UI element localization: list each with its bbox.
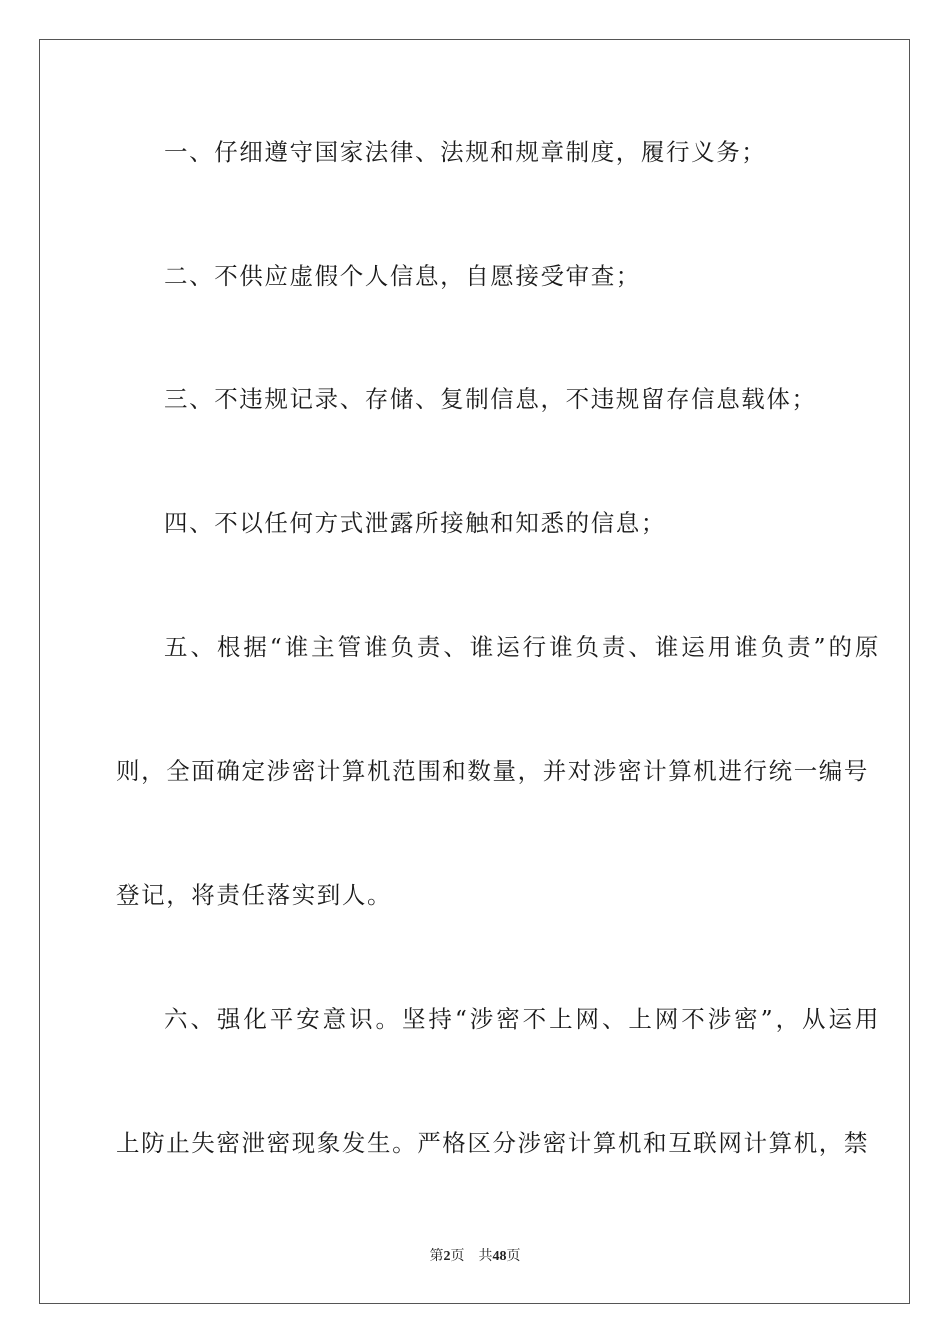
page-border (39, 39, 910, 1304)
paragraph-line-1: 一、仔细遵守国家法律、法规和规章制度，履行义务； (164, 138, 767, 166)
paragraph-line-7: 登记，将责任落实到人。 (116, 881, 393, 909)
paragraph-line-9: 上防止失密泄密现象发生。严格区分涉密计算机和互联网计算机，禁 (116, 1129, 869, 1157)
page-footer (0, 1248, 950, 1266)
paragraph-line-8: 六、强化平安意识。坚持“涉密不上网、上网不涉密”，从运用 (164, 1005, 880, 1033)
paragraph-line-6: 则，全面确定涉密计算机范围和数量，并对涉密计算机进行统一编号 (116, 757, 869, 785)
total-suffix: 页 (506, 1249, 521, 1264)
paragraph-line-2: 二、不供应虚假个人信息，自愿接受审查； (164, 262, 641, 290)
page-prefix: 第 (429, 1249, 444, 1264)
page-number: 2 (443, 1249, 451, 1264)
total-prefix: 共 (478, 1249, 493, 1264)
total-pages: 48 (492, 1249, 507, 1264)
paragraph-line-3: 三、不违规记录、存储、复制信息，不违规留存信息载体； (164, 385, 817, 413)
page-suffix: 页 (450, 1249, 465, 1264)
paragraph-line-5: 五、根据“谁主管谁负责、谁运行谁负责、谁运用谁负责”的原 (164, 633, 880, 661)
paragraph-line-4: 四、不以任何方式泄露所接触和知悉的信息； (164, 509, 666, 537)
